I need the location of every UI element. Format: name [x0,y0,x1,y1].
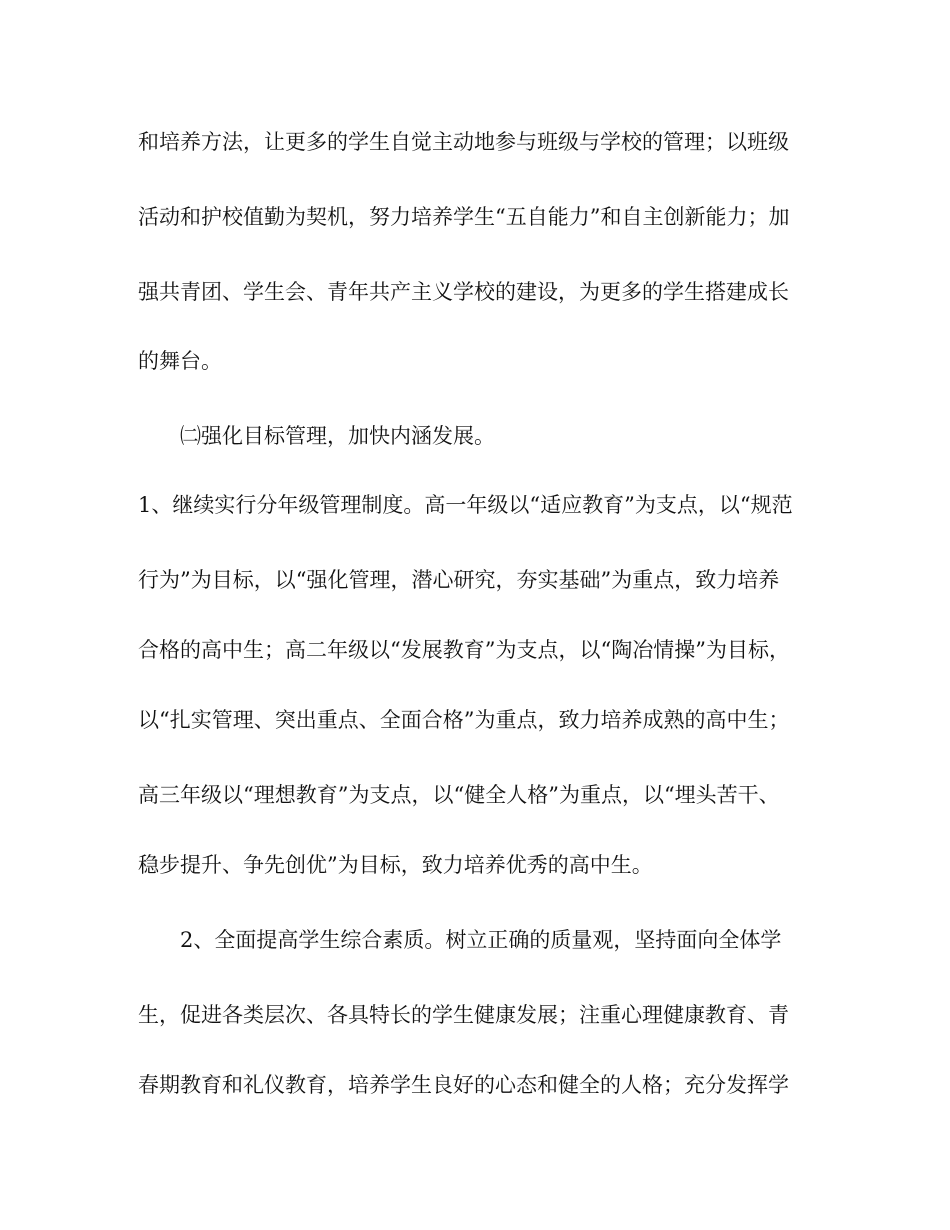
item-1-line-1: 1、继续实行分年级管理制度。高一年级以“适应教育”为支点，以“规范 [138,493,793,517]
item-1-line-2: 行为”为目标，以“强化管理，潜心研究，夯实基础”为重点，致力培养 [138,568,780,592]
item-2-line-2: 生，促进各类层次、各具特长的学生健康发展；注重心理健康教育、青 [138,1003,789,1027]
item-1-line-5: 高三年级以“理想教育”为支点，以“健全人格”为重点，以“埋头苦干、 [138,783,780,807]
item-1-line-6: 稳步提升、争先创优”为目标，致力培养优秀的高中生。 [138,853,653,877]
item-2-line-3: 春期教育和礼仪教育，培养学生良好的心态和健全的人格；充分发挥学 [138,1073,789,1097]
paragraph-1-line-2: 活动和护校值勤为契机，努力培养学生“五自能力”和自主创新能力；加 [138,205,790,229]
item-1-line-3: 合格的高中生；高二年级以“发展教育”为支点，以“陶冶情操”为目标， [138,638,790,662]
item-1-line-4: 以“扎实管理、突出重点、全面合格”为重点，致力培养成熟的高中生； [138,708,790,732]
section-heading: ㈡强化目标管理，加快内涵发展。 [180,424,495,448]
paragraph-1-line-3: 强共青团、学生会、青年共产主义学校的建设，为更多的学生搭建成长 [138,280,789,304]
item-2-line-1: 2、全面提高学生综合素质。树立正确的质量观，坚持面向全体学 [180,928,782,952]
paragraph-1-line-4: 的舞台。 [138,349,222,373]
paragraph-1-line-1: 和培养方法，让更多的学生自觉主动地参与班级与学校的管理；以班级 [138,130,789,154]
